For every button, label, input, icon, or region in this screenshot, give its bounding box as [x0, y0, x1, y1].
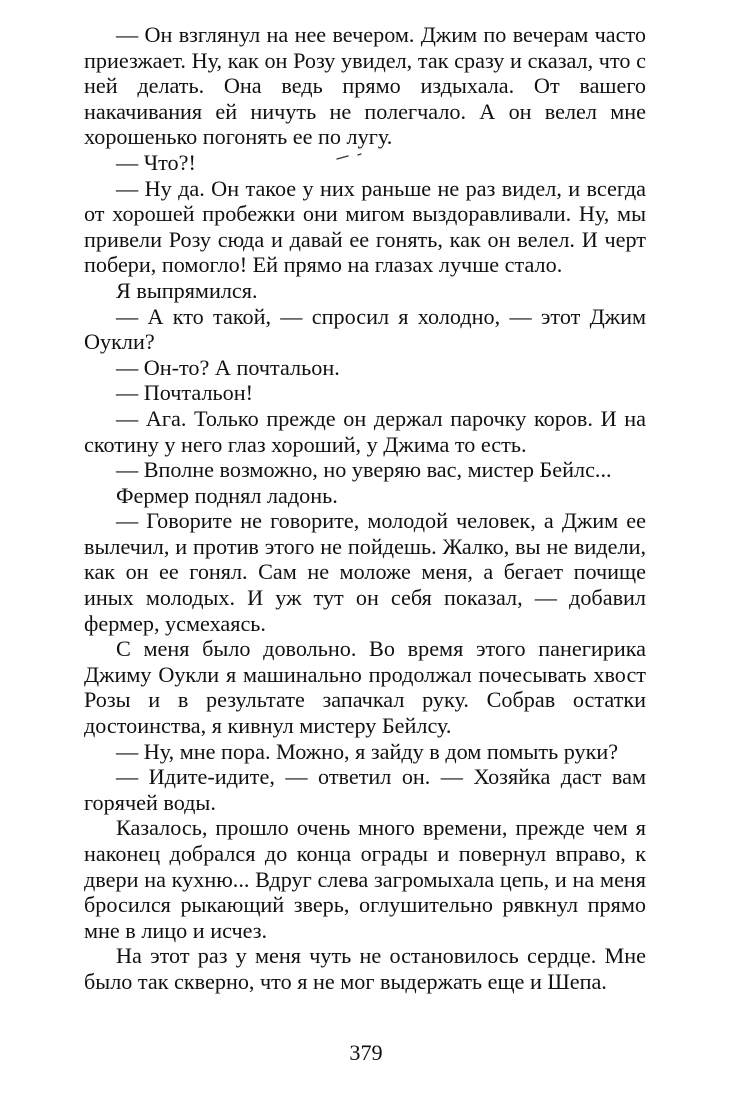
- paragraph-16: На этот раз у меня чуть не остановилось сердце. Мне было так скверно, что я не мог выдержать еще и Шепа.: [84, 943, 646, 994]
- paragraph-13: — Ну, мне пора. Можно, я зайду в дом помыть руки?: [116, 738, 619, 764]
- page-number: 379: [349, 1040, 383, 1065]
- stray-pen-mark: [336, 153, 364, 161]
- paragraph-14: — Идите-идите, — ответил он. — Хозяйка даст вам горячей воды.: [84, 764, 646, 815]
- paragraph-9: — Вполне возможно, но уверяю вас, мистер Бейлс...: [116, 457, 612, 483]
- paragraph-3: — Ну да. Он такое у них раньше не раз видел, и всегда от хорошей пробежки они мигом выздоравливали. Ну, мы привели Розу сюда и давай ее гонять, как он велел. И черт побери, помогло! Ей прямо на глазах лучше стало.: [84, 175, 646, 278]
- paragraph-8: — Ага. Только прежде он держал парочку коров. И на скотину у него глаз хороший, у Джима то есть.: [84, 405, 646, 457]
- paragraph-11: — Говорите не говорите, молодой человек, а Джим ее вылечил, и против этого не пойдешь. Жалко, вы не видели, как он ее гонял. Сам не моложе меня, а бегает почище иных молодых. И уж тут он себя показал, — добавил фермер, усмехаясь.: [84, 508, 646, 636]
- paragraph-10: Фермер поднял ладонь.: [116, 482, 338, 508]
- paragraph-7: — Почтальон!: [116, 380, 253, 406]
- paragraph-15: Казалось, прошло очень много времени, прежде чем я наконец добрался до конца ограды и повернул вправо, к двери на кухню... Вдруг слева загромыхала цепь, и на меня бросился рыкающий зверь, оглушительно рявкнул прямо мне в лицо и исчез.: [84, 815, 646, 943]
- paragraph-4: Я выпрямился.: [116, 277, 258, 303]
- page-text-block: [84, 22, 646, 995]
- paragraph-2: — Что?!: [116, 149, 196, 175]
- paragraph-6: — Он-то? А почтальон.: [116, 354, 340, 380]
- paragraph-1: — Он взглянул на нее вечером. Джим по вечерам часто приезжает. Ну, как он Розу увидел, так сразу и сказал, что с ней делать. Она ведь прямо издыхала. От вашего накачивания ей ничуть не полегчало. А он велел мне хорошенько погонять ее по лугу.: [84, 22, 646, 150]
- paragraph-12: С меня было довольно. Во время этого панегирика Джиму Оукли я машинально продолжал почесывать хвост Розы и в результате запачкал руку. Собрав остатки достоинства, я кивнул мистеру Бейлсу.: [84, 636, 646, 739]
- paragraph-5: — А кто такой, — спросил я холодно, — этот Джим Оукли?: [84, 303, 646, 355]
